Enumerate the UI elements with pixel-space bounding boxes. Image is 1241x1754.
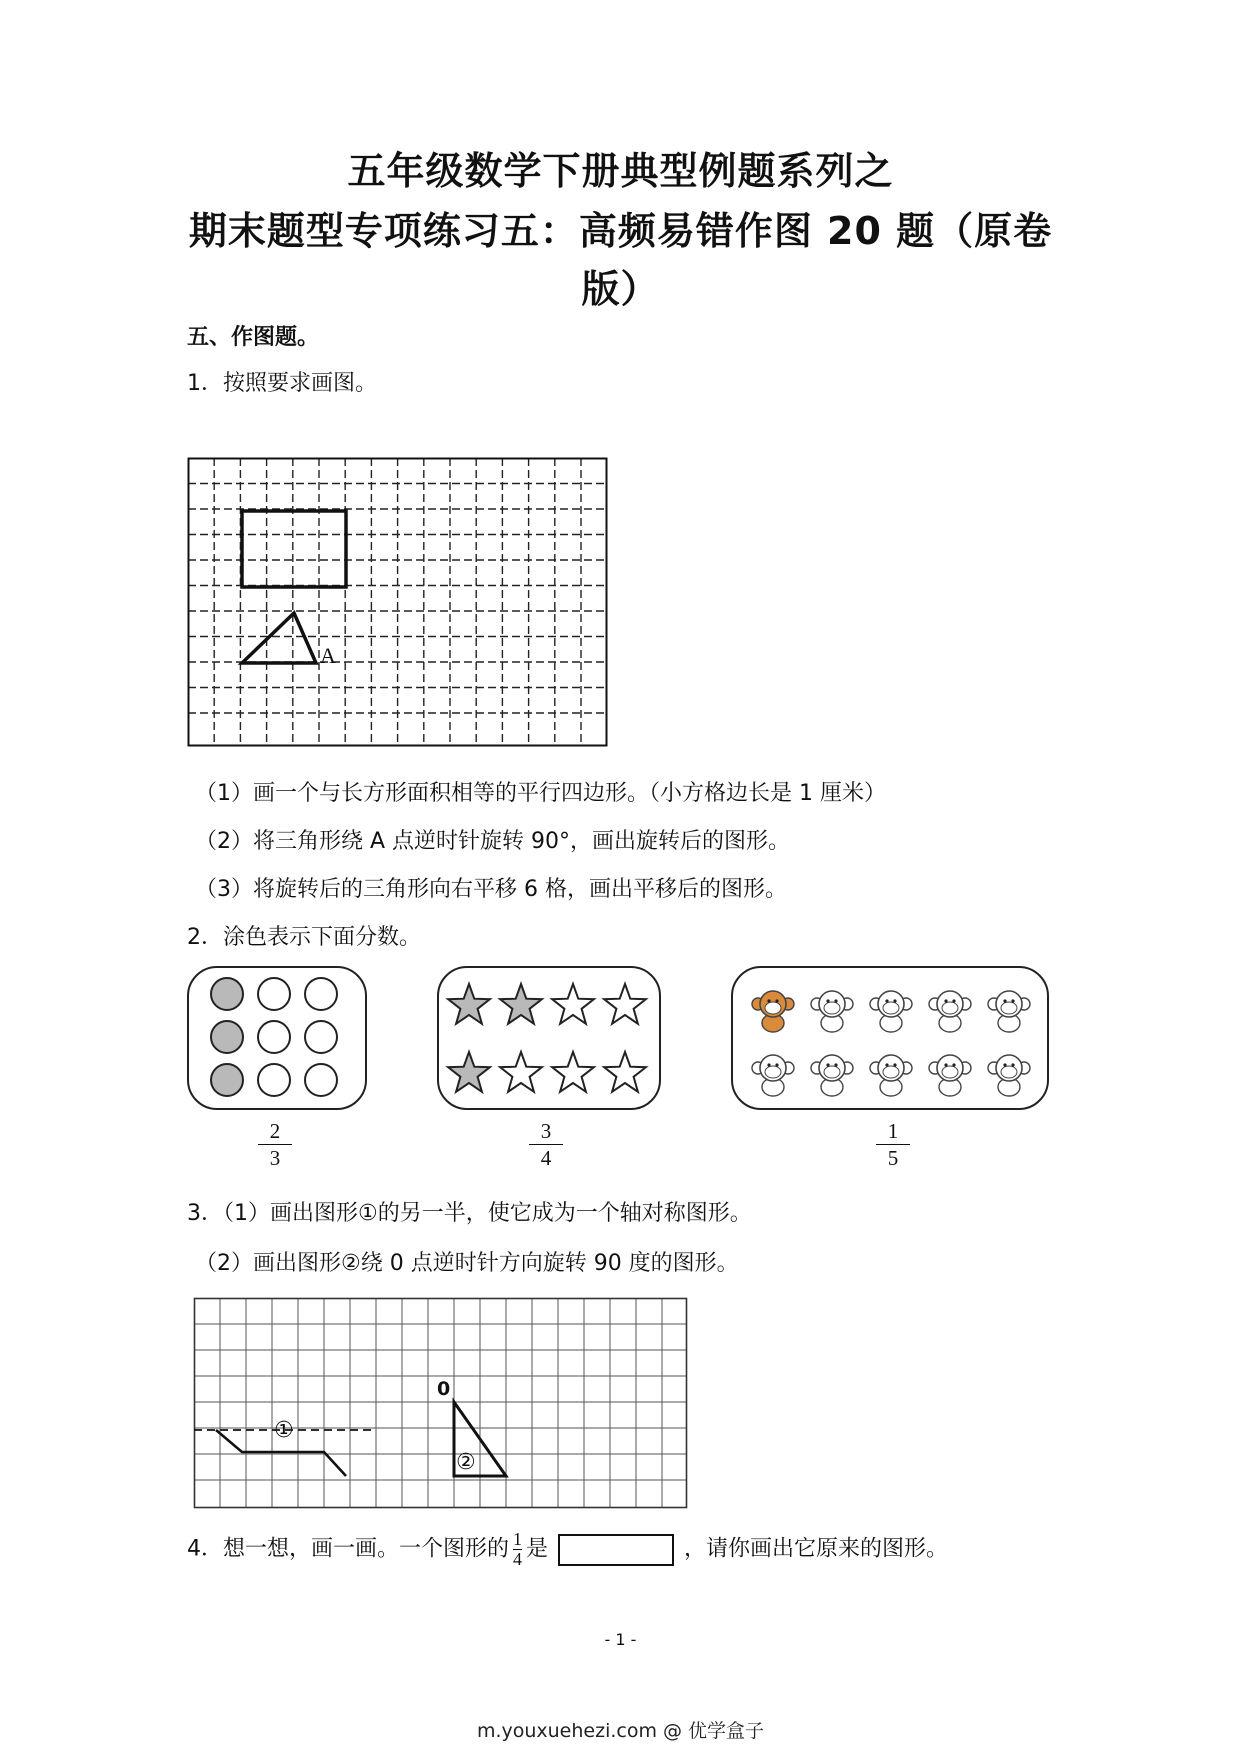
q4-text-before: 4．想一想，画一画。一个图形的 [187, 1536, 509, 1562]
q2-star [552, 984, 594, 1024]
q4-rectangle-box [558, 1534, 674, 1566]
q2-fraction-2 [531, 1118, 561, 1171]
q2-monkey-panel [731, 966, 1049, 1110]
q2-frac1-denominator: 3 [269, 1146, 281, 1170]
q1-triangle [242, 613, 316, 663]
q2-monkey [811, 991, 853, 1032]
q2-star [448, 1052, 490, 1092]
q1-rectangle [242, 511, 346, 587]
q4-text-after: ，请你画出它原来的图形。 [684, 1536, 949, 1562]
title-line-2: 期末题型专项练习五：高频易错作图 20 题（原卷 [188, 209, 1053, 253]
q4-frac-numerator: 1 [513, 1529, 522, 1549]
q1-prompt: 1．按照要求画图。 [187, 371, 377, 396]
section-heading: 五、作图题。 [187, 325, 320, 350]
q2-frac3-denominator: 5 [887, 1146, 899, 1170]
q2-frac2-denominator: 4 [540, 1146, 552, 1170]
q2-circle [305, 978, 337, 1010]
q2-circle [211, 978, 243, 1010]
q3-grid [194, 1298, 688, 1510]
q2-circle [211, 1021, 243, 1053]
q2-circle [305, 1021, 337, 1053]
q2-circle [258, 1064, 290, 1096]
q2-frac2-numerator: 3 [540, 1119, 552, 1143]
footer-source: m.youxuehezi.com @ 优学盒子 [476, 1720, 765, 1742]
q2-star [448, 984, 490, 1024]
q1-grid [188, 458, 608, 748]
q2-star [604, 984, 646, 1024]
q2-star-panel [437, 966, 661, 1110]
q2-star [500, 1052, 542, 1092]
q2-fraction-3 [878, 1118, 908, 1171]
q3-sub1: 3．（1）画出图形①的另一半，使它成为一个轴对称图形。 [187, 1201, 752, 1226]
title-line-3: 版） [581, 267, 660, 311]
q1-point-a-label: A [320, 643, 336, 668]
q2-circle [211, 1064, 243, 1096]
q1-sub3: （3）将旋转后的三角形向右平移 6 格，画出平移后的图形。 [195, 877, 787, 902]
q2-monkey [929, 991, 971, 1032]
q3-label-1: ① [274, 1418, 294, 1443]
q1-sub2: （2）将三角形绕 A 点逆时针旋转 90°，画出旋转后的图形。 [195, 829, 791, 854]
q2-monkey [988, 991, 1030, 1032]
q2-monkey [988, 1055, 1030, 1096]
q2-monkey [811, 1055, 853, 1096]
q2-monkey [870, 1055, 912, 1096]
q2-prompt: 2．涂色表示下面分数。 [187, 925, 421, 950]
q2-star [500, 984, 542, 1024]
q4-line [187, 1530, 948, 1569]
q1-sub1: （1）画一个与长方形面积相等的平行四边形。（小方格边长是 1 厘米） [195, 781, 886, 806]
q2-monkey [752, 991, 794, 1032]
page-number: - 1 - [604, 1630, 637, 1649]
q3-label-o: 0 [437, 1378, 451, 1400]
q3-sub2: （2）画出图形②绕 0 点逆时针方向旋转 90 度的图形。 [195, 1251, 739, 1276]
q2-frac3-numerator: 1 [887, 1119, 899, 1143]
q2-circle [305, 1064, 337, 1096]
q2-star [604, 1052, 646, 1092]
title-line-1: 五年级数学下册典型例题系列之 [347, 149, 894, 193]
q2-circle [258, 978, 290, 1010]
q3-label-2: ② [456, 1450, 476, 1475]
q2-star [552, 1052, 594, 1092]
q2-monkey [929, 1055, 971, 1096]
q2-frac1-numerator: 2 [269, 1119, 281, 1143]
q2-fraction-1 [260, 1118, 290, 1171]
q2-circle [258, 1021, 290, 1053]
q2-monkey [752, 1055, 794, 1096]
q4-text-mid: 是 [526, 1536, 549, 1562]
q2-monkey [870, 991, 912, 1032]
q2-circle-panel [187, 966, 367, 1110]
q4-fraction [513, 1530, 522, 1569]
q4-frac-denominator: 4 [513, 1549, 522, 1569]
